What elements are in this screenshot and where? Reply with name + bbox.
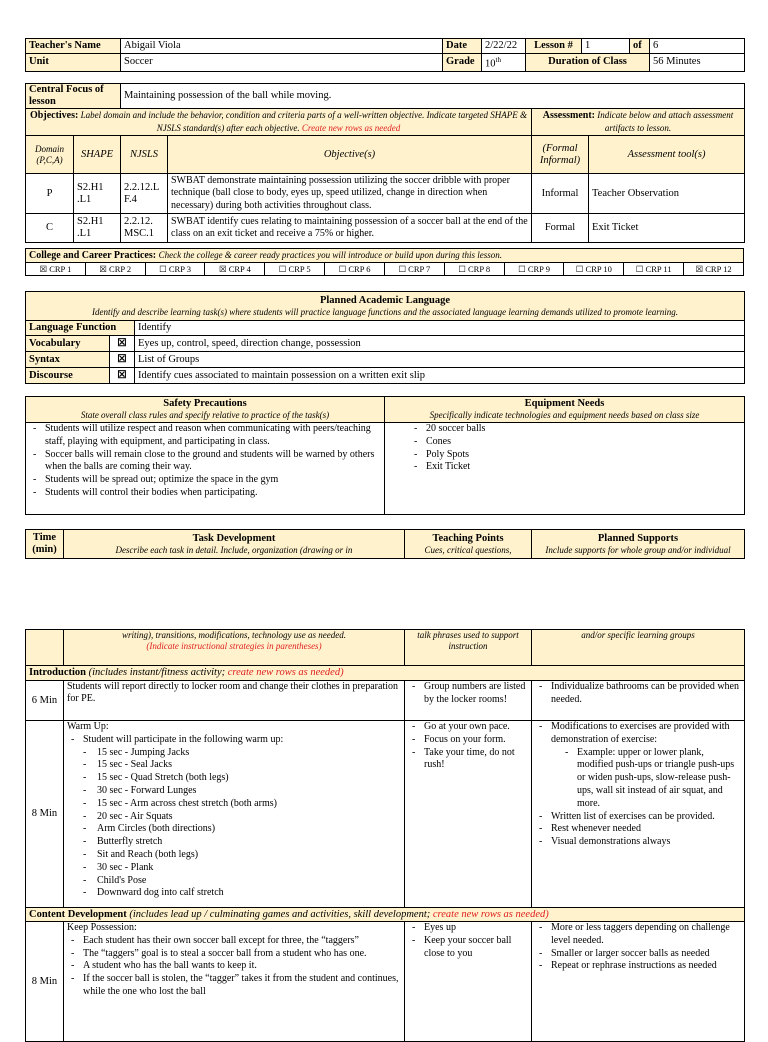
objective-text: SWBAT demonstrate maintaining possession utilizing the soccer dribble with proper technique (ball close to body, eyes up, speed utilized, change in direction when necessary) during both activities throughout class. <box>168 174 532 214</box>
objective-shape: S2.H1 .L1 <box>74 174 121 214</box>
central-focus-label: Central Focus of lesson <box>26 84 121 109</box>
of-value: 6 <box>650 39 745 54</box>
list-item: - Take your time, do not rush! <box>424 747 528 773</box>
objectives-header <box>26 109 532 136</box>
task-header-table <box>25 529 745 559</box>
teacher-name: Abigail Viola <box>121 39 443 54</box>
list-item: - 20 sec - Air Squats <box>97 811 401 824</box>
task-row <box>26 721 745 908</box>
col-formal-informal: (Formal Informal) <box>532 136 589 174</box>
vocabulary-label: Vocabulary <box>26 336 110 352</box>
list-item: - Butterfly stretch <box>97 836 401 849</box>
col-shape: SHAPE <box>74 136 121 174</box>
vocabulary-checkbox[interactable]: ☒ <box>110 336 135 352</box>
supports-subtitle-continued: and/or specific learning groups <box>581 630 695 640</box>
list-item: - If the soccer ball is stolen, the “tagger” takes it from the student and continues, while the one who lost the ball <box>83 973 401 999</box>
header-table <box>25 38 745 72</box>
list-item: - Exit Ticket <box>426 461 741 474</box>
discourse-label: Discourse <box>26 368 110 384</box>
language-table <box>25 291 745 384</box>
assessment-instructions: Indicate below and attach assessment artifacts to lesson. <box>597 110 734 133</box>
content-list <box>67 935 401 999</box>
central-focus-value: Maintaining possession of the ball while moving. <box>121 84 745 109</box>
warmup-intro-list <box>67 734 401 747</box>
supports-example-list <box>551 747 741 811</box>
content-note: (includes lead up / culminating games and activities, skill development; <box>129 908 431 920</box>
crp-checkbox[interactable]: ☒ CRP 2 <box>85 263 145 276</box>
date-value: 2/22/22 <box>482 39 526 54</box>
of-label: of <box>630 39 650 54</box>
list-item <box>551 721 741 811</box>
objective-tool: Exit Ticket <box>589 214 745 243</box>
points-list <box>408 721 528 772</box>
content-red-note: create new rows as needed) <box>432 908 549 920</box>
objective-njsls: 2.2.12.L F.4 <box>121 174 168 214</box>
supports-intro: Modifications to exercises are provided with demonstration of exercise: <box>551 721 730 745</box>
language-row <box>26 336 745 352</box>
list-item: - Smaller or larger soccer balls as needed <box>551 948 741 961</box>
warmup-description <box>64 721 405 908</box>
syntax-value: List of Groups <box>135 352 745 368</box>
objective-row <box>26 174 745 214</box>
safety-subtitle: State overall class rules and specify relative to practice of the task(s) <box>80 410 330 420</box>
crp-header <box>26 249 744 263</box>
list-item: - Group numbers are listed by the locker rooms! <box>424 681 528 707</box>
task-column-continued <box>64 630 405 666</box>
list-item: - 15 sec - Quad Stretch (both legs) <box>97 772 401 785</box>
objective-domain: C <box>26 214 74 243</box>
col-njsls: NJSLS <box>121 136 168 174</box>
objectives-label: Objectives: <box>30 110 79 121</box>
supports-column-continued <box>532 630 745 666</box>
task-title: Task Development <box>192 532 276 544</box>
teacher-label: Teacher's Name <box>26 39 121 54</box>
points-subtitle: Cues, critical questions, <box>424 544 512 555</box>
introduction-section-header <box>26 666 745 681</box>
discourse-value: Identify cues associated to maintain possession on a written exit slip <box>135 368 745 384</box>
list-item: - Focus on your form. <box>424 734 528 747</box>
language-subtitle: Identify and describe learning task(s) where students will practice language functions and the associated language learning demands utilized to promote learning. <box>91 306 678 317</box>
list-item: - Cones <box>426 436 741 449</box>
list-item: - Child's Pose <box>97 875 401 888</box>
list-item: - Each student has their own soccer ball except for three, the “taggers” <box>83 935 401 948</box>
crp-checkbox[interactable]: ☒ CRP 4 <box>205 263 265 276</box>
assessment-label: Assessment: <box>542 110 596 121</box>
points-title: Teaching Points <box>432 532 504 544</box>
list-item: - Arm Circles (both directions) <box>97 823 401 836</box>
lesson-label: Lesson # <box>526 39 582 54</box>
list-item: - Individualize bathrooms can be provided when needed. <box>551 681 741 707</box>
objective-domain: P <box>26 174 74 214</box>
task-subtitle: Describe each task in detail. Include, organization (drawing or in <box>115 544 353 555</box>
language-row <box>26 352 745 368</box>
crp-table <box>25 248 744 276</box>
points-list <box>408 681 528 707</box>
objective-tool: Teacher Observation <box>589 174 745 214</box>
list-item: - 30 sec - Forward Lunges <box>97 785 401 798</box>
introduction-note: (includes instant/fitness activity; <box>88 667 226 678</box>
supports-list <box>535 721 741 849</box>
date-label: Date <box>443 39 482 54</box>
language-title: Planned Academic Language <box>319 294 451 306</box>
task-time: 8 Min <box>26 922 64 1042</box>
crp-checkbox[interactable]: ☐ CRP 5 <box>265 263 325 276</box>
task-column-header <box>64 530 405 559</box>
list-item: - Example: upper or lower plank, modified push-ups or triangle push-ups or widen push-ups, slow-release push-ups, wall sit instead of air squat, and more. <box>577 747 741 811</box>
task-supports <box>532 681 745 721</box>
list-item: - Downward dog into calf stretch <box>97 887 401 900</box>
crp-checkbox[interactable]: ☒ CRP 1 <box>26 263 86 276</box>
objective-njsls: 2.2.12. MSC.1 <box>121 214 168 243</box>
safety-title: Safety Precautions <box>163 398 247 409</box>
supports-list <box>535 922 741 973</box>
crp-checkbox-row <box>26 263 744 276</box>
grade-suffix: th <box>495 56 501 64</box>
list-item: - Eyes up <box>424 922 528 935</box>
list-item: - Students will control their bodies when participating. <box>45 487 381 500</box>
list-item: - Go at your own pace. <box>424 721 528 734</box>
list-item: - Visual demonstrations always <box>551 836 741 849</box>
supports-list <box>535 681 741 707</box>
objective-shape: S2.H1 .L1 <box>74 214 121 243</box>
crp-checkbox[interactable]: ☐ CRP 8 <box>444 263 504 276</box>
equipment-list-cell <box>385 423 745 515</box>
content-section-header <box>26 908 745 922</box>
objectives-red-note: Create new rows as needed <box>301 123 401 133</box>
task-time: 6 Min <box>26 681 64 721</box>
list-item: - Poly Spots <box>426 449 741 462</box>
points-list <box>408 922 528 960</box>
time-column-continued <box>26 630 64 666</box>
language-row <box>26 321 745 336</box>
language-row <box>26 368 745 384</box>
points-column-header <box>405 530 532 559</box>
grade-value <box>482 54 526 72</box>
list-item: - Rest whenever needed <box>551 823 741 836</box>
col-domain: Domain (P,C,A) <box>26 136 74 174</box>
supports-column-header <box>532 530 745 559</box>
task-red-note: (Indicate instructional strategies in parentheses) <box>146 641 322 651</box>
unit-label: Unit <box>26 54 121 72</box>
objective-formal: Formal <box>532 214 589 243</box>
content-label: Content Development <box>29 908 127 920</box>
points-column-continued <box>405 630 532 666</box>
task-points <box>405 681 532 721</box>
equipment-subtitle: Specifically indicate technologies and equipment needs based on class size <box>429 410 700 420</box>
crp-checkbox[interactable]: ☐ CRP 6 <box>325 263 385 276</box>
list-item: - 15 sec - Jumping Jacks <box>97 747 401 760</box>
crp-checkbox[interactable]: ☐ CRP 3 <box>145 263 205 276</box>
equipment-list <box>388 423 741 474</box>
task-time: 8 Min <box>26 721 64 908</box>
crp-label: College and Career Practices: <box>29 250 157 261</box>
list-item: - Keep your soccer ball close to you <box>424 935 528 961</box>
assessment-header <box>532 109 745 136</box>
crp-checkbox[interactable]: ☐ CRP 11 <box>624 263 684 276</box>
grade-number: 10 <box>485 58 496 70</box>
time-column-header: Time (min) <box>26 530 64 559</box>
task-subtitle-continued: writing), transitions, modifications, technology use as needed. <box>122 630 346 640</box>
task-description: Students will report directly to locker room and change their clothes in preparation for PE. <box>64 681 405 721</box>
introduction-label: Introduction <box>29 667 86 678</box>
vocabulary-value: Eyes up, control, speed, direction change, possession <box>135 336 745 352</box>
equipment-header <box>385 397 745 423</box>
objective-formal: Informal <box>532 174 589 214</box>
language-function-label: Language Function <box>26 321 135 336</box>
task-supports <box>532 721 745 908</box>
warmup-title: Warm Up: <box>67 721 109 732</box>
list-item: - Students will be spread out; optimize the space in the gym <box>45 474 381 487</box>
list-item: - 15 sec - Seal Jacks <box>97 759 401 772</box>
objective-text: SWBAT identify cues relating to maintaining possession of a soccer ball at the end of the class on an exit ticket and receive a 75% or higher. <box>168 214 532 243</box>
duration-value: 56 Minutes <box>650 54 745 72</box>
list-item: - Students will utilize respect and reason when communicating with peers/teaching staff, playing with equipment, and participating in class. <box>45 423 381 449</box>
list-item: - Written list of exercises can be provided. <box>551 811 741 824</box>
crp-instructions: Check the college & career ready practices you will introduce or build upon during this lesson. <box>158 250 503 260</box>
grade-label: Grade <box>443 54 482 72</box>
duration-label: Duration of Class <box>526 54 650 72</box>
task-table <box>25 629 745 1042</box>
syntax-label: Syntax <box>26 352 110 368</box>
list-item: - A student who has the ball wants to keep it. <box>83 960 401 973</box>
supports-title: Planned Supports <box>597 532 679 544</box>
crp-checkbox[interactable]: ☐ CRP 10 <box>564 263 624 276</box>
objective-row <box>26 214 745 243</box>
list-item: - Sit and Reach (both legs) <box>97 849 401 862</box>
crp-checkbox[interactable]: ☐ CRP 7 <box>384 263 444 276</box>
unit-value: Soccer <box>121 54 443 72</box>
safety-header <box>26 397 385 423</box>
objectives-instructions: Label domain and include the behavior, condition and criteria parts of a well-written objective. Indicate targeted SHAPE & NJSLS standard(s) after each objective. <box>80 110 527 133</box>
syntax-checkbox[interactable]: ☒ <box>110 352 135 368</box>
supports-subtitle: Include supports for whole group and/or individual <box>545 544 731 555</box>
crp-checkbox[interactable]: ☐ CRP 9 <box>504 263 564 276</box>
safety-list <box>29 423 381 500</box>
language-header <box>26 292 745 321</box>
safety-equipment-table <box>25 396 745 515</box>
task-row <box>26 681 745 721</box>
list-item: - The “taggers” goal is to steal a soccer ball from a student who has one. <box>83 948 401 961</box>
list-item: - 15 sec - Arm across chest stretch (both arms) <box>97 798 401 811</box>
crp-checkbox[interactable]: ☒ CRP 12 <box>684 263 744 276</box>
lesson-value: 1 <box>582 39 630 54</box>
task-points <box>405 721 532 908</box>
introduction-red-note: create new rows as needed) <box>227 667 344 678</box>
language-function-value: Identify <box>135 321 745 336</box>
objectives-table <box>25 83 745 243</box>
col-assessment-tool: Assessment tool(s) <box>589 136 745 174</box>
safety-list-cell <box>26 423 385 515</box>
col-objective: Objective(s) <box>168 136 532 174</box>
list-item: - 20 soccer balls <box>426 423 741 436</box>
list-item: - More or less taggers depending on challenge level needed. <box>551 922 741 948</box>
points-subtitle-continued: talk phrases used to support instruction <box>417 630 519 651</box>
list-item: - Soccer balls will remain close to the ground and students will be warned by others when the balls are coming their way. <box>45 449 381 475</box>
list-item: - Student will participate in the following warm up: <box>83 734 401 747</box>
list-item: - 30 sec - Plank <box>97 862 401 875</box>
discourse-checkbox[interactable]: ☒ <box>110 368 135 384</box>
list-item: - Repeat or rephrase instructions as needed <box>551 960 741 973</box>
content-title: Keep Possession: <box>67 922 137 933</box>
equipment-title: Equipment Needs <box>524 398 605 409</box>
warmup-exercise-list <box>67 747 401 901</box>
